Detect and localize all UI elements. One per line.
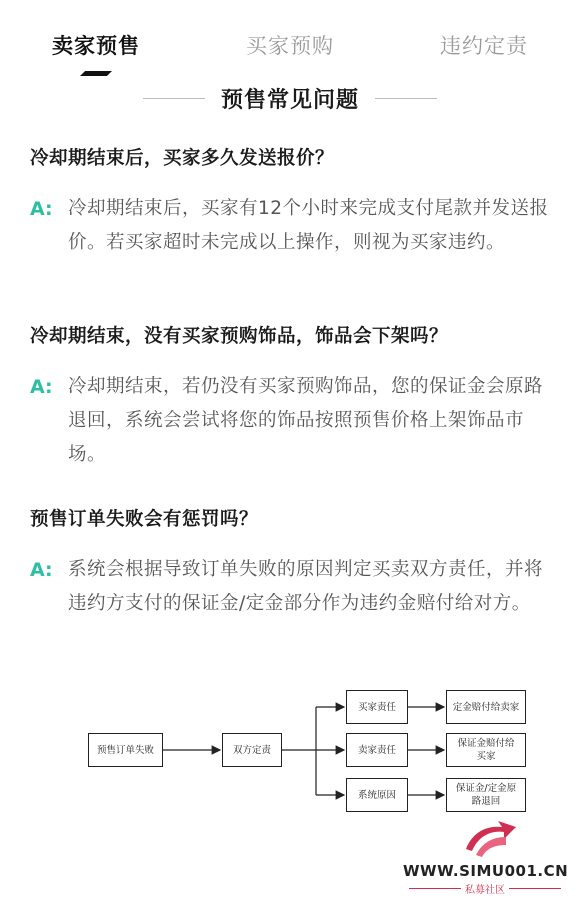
watermark-line-right bbox=[509, 888, 561, 889]
tab-seller-presale[interactable]: 卖家预售 bbox=[52, 34, 140, 58]
title-divider-right bbox=[375, 98, 437, 99]
flow-node-middle: 双方定责 bbox=[222, 733, 282, 767]
faq-answer bbox=[30, 192, 555, 260]
faq-question: 冷却期结束，没有买家预购饰品，饰品会下架吗？ bbox=[30, 326, 449, 347]
answer-prefix: A: bbox=[30, 376, 53, 398]
faq-answer-text: 冷却期结束，若仍没有买家预购饰品，您的保证金会原路退回，系统会尝试将您的饰品按照预售价格上架饰品市场。 bbox=[68, 376, 544, 465]
tab-bar bbox=[0, 0, 580, 80]
faq-answer-text: 冷却期结束后，买家有12个小时来完成支付尾款并发送报价。若买家超时未完成以上操作，则视为买家违约。 bbox=[68, 198, 549, 253]
flow-node-cause: 买家责任 bbox=[346, 690, 408, 724]
tab-buyer-preorder[interactable]: 买家预购 bbox=[246, 34, 334, 58]
watermark-subtitle: 私募社区 bbox=[465, 885, 505, 896]
flow-node-start: 预售订单失败 bbox=[88, 733, 163, 767]
answer-prefix: A: bbox=[30, 198, 53, 220]
faq-question: 预售订单失败会有惩罚吗？ bbox=[30, 509, 259, 530]
title-divider-left bbox=[143, 98, 205, 99]
flow-node-result: 保证金赔付给买家 bbox=[446, 733, 526, 767]
watermark-line-left bbox=[409, 888, 461, 889]
faq-item bbox=[30, 505, 555, 621]
faq-answer bbox=[30, 553, 555, 621]
watermark-logo-icon bbox=[462, 815, 522, 859]
faq-answer bbox=[30, 370, 555, 472]
faq-item bbox=[30, 144, 555, 260]
tab-breach-liability[interactable]: 违约定责 bbox=[440, 34, 528, 58]
section-title: 预售常见问题 bbox=[220, 87, 359, 113]
active-tab-indicator bbox=[80, 71, 112, 76]
faq-item bbox=[30, 322, 555, 472]
flow-node-result: 定金赔付给卖家 bbox=[446, 690, 526, 724]
faq-question: 冷却期结束后，买家多久发送报价？ bbox=[30, 148, 335, 169]
watermark-site: WWW.SIMU001.CN bbox=[403, 862, 569, 880]
answer-prefix: A: bbox=[30, 559, 53, 581]
watermark-subtitle-row bbox=[405, 881, 565, 896]
faq-answer-text: 系统会根据导致订单失败的原因判定买卖双方责任，并将违约方支付的保证金/定金部分作为违约金赔付给对方。 bbox=[68, 559, 544, 614]
flow-node-result: 保证金/定金原路退回 bbox=[446, 778, 526, 812]
flow-node-cause: 卖家责任 bbox=[346, 733, 408, 767]
flow-node-cause: 系统原因 bbox=[346, 778, 408, 812]
section-header bbox=[0, 80, 580, 116]
